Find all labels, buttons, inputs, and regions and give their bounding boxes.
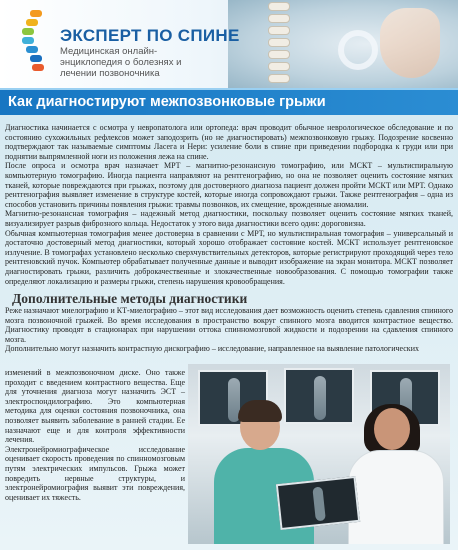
spine-model-image	[258, 0, 298, 88]
left-column-text	[5, 368, 185, 502]
paragraph: изменений в межпозвоночном диске. Оно также проходит с введением контрастного вещества. Еще для уточнения диагноза могут назначить ЭСТ – электроспондилографию. Это компьютерная методика для оценки состояния позвоночника, она позволяет выявить заболевание в ранней стадии. Ее назначают еще и для контроля эффективности лечения.	[5, 368, 185, 445]
glove-image	[338, 30, 378, 70]
section-text	[5, 306, 453, 354]
article-title-bar	[0, 88, 458, 115]
intro-text	[5, 123, 453, 286]
hand-image	[380, 8, 440, 78]
paragraph: Диагностика начинается с осмотра у невропатолога или ортопеда: врач проводит обычное неврологическое обследование и по состоянию сухожильных рефлексов может заподозрить (но не диагностировать) межпозвонковую грыжу. Подозрение косвенно подтверждают так называемые симптомы Ласега и Нери: усиление боли в спине при приведении подбородка к груди или при поднятии выпрямленной ноги из положения лежа на спине.	[5, 123, 453, 161]
section-title: Дополнительные методы диагностики	[12, 291, 248, 306]
spine-logo-icon[interactable]	[8, 8, 56, 78]
paragraph: Реже назначают миелографию и КТ-миелографию – этот вид исследования дает возможность оценить степень сдавления спинного мозга позвоночной грыжей. Во время исследования в пространство вокруг спинного мозга вводится контрастное вещество. Диагностику проводят в стационарах при нарушении оттока спинномозговой жидкости и подозрении на сдавления спинного мозга.	[5, 306, 453, 344]
paragraph: Дополнительно могут назначить контрастную дискографию – исследование, направленное на выявление патологических	[5, 344, 419, 354]
paragraph: После опроса и осмотра врач назначает МРТ – магнитно-резонансную томографию, или МСКТ – мультиспиральную компьютерную томографию. Иногда пациента направляют на рентгенографию, но она не позволяет оценить состояние мягких тканей, которые повреждаются при грыжах, поэтому для достоверного диагноза пациент должен пройти МСКТ или МРТ. Однако рентгенография выявляет изменение в структуре костей, которые иногда сопровождают грыжи. Также рентгенография – одна из способов установить причины появления грыжи: травмы позвонков, их смещение, врожденные аномалии.	[5, 161, 453, 209]
article-content	[0, 115, 458, 550]
paragraph: Магнитно-резонансная томография – надежный метод диагностики, поскольку позволяет оценить состояние мягких тканей, визуализирует разрыв фиброзного кольца. Недостаток у этого вида диагностики всего один: дороговизна.	[5, 209, 453, 228]
doctors-photo	[188, 364, 450, 544]
paragraph: Обычная компьютерная томография менее достоверна в сравнении с МРТ, но мультиспиральная томография – универсальный и достаточно достоверный метод диагностики, который хорошо отображает состояние костей. МСКТ использует рентгеновское излучение. В томографах установлено несколько сверхчувствительных детекторов, которые регистрируют проходящий через тело рентгеновский пучок. Компьютер обрабатывает полученные данные и выводит изображение на экран монитора. МСКТ позволяет диагностировать грыжи, различить доброкачественные и злокачественные новообразования. С помощью томографии также определяют локализацию и размеры грыжи, степень нарушения кровообращения.	[5, 228, 453, 286]
brand-title[interactable]: ЭКСПЕРТ ПО СПИНЕ	[60, 26, 240, 45]
paragraph: Электронейромиографическое исследование оценивает скорость проведения по спинномозговым путям электрических импульсов. Грыжа может повредить нервные структуры, и электронейромиография выявит эти повреждения, оценивает их тяжесть.	[5, 444, 185, 502]
xray-film-image	[276, 476, 360, 530]
site-header	[0, 0, 458, 88]
article-title: Как диагностируют межпозвонковые грыжи	[8, 94, 326, 110]
brand-subtitle: Медицинская онлайн-энциклопедия о болезнях и лечении позвоночника	[60, 46, 182, 79]
